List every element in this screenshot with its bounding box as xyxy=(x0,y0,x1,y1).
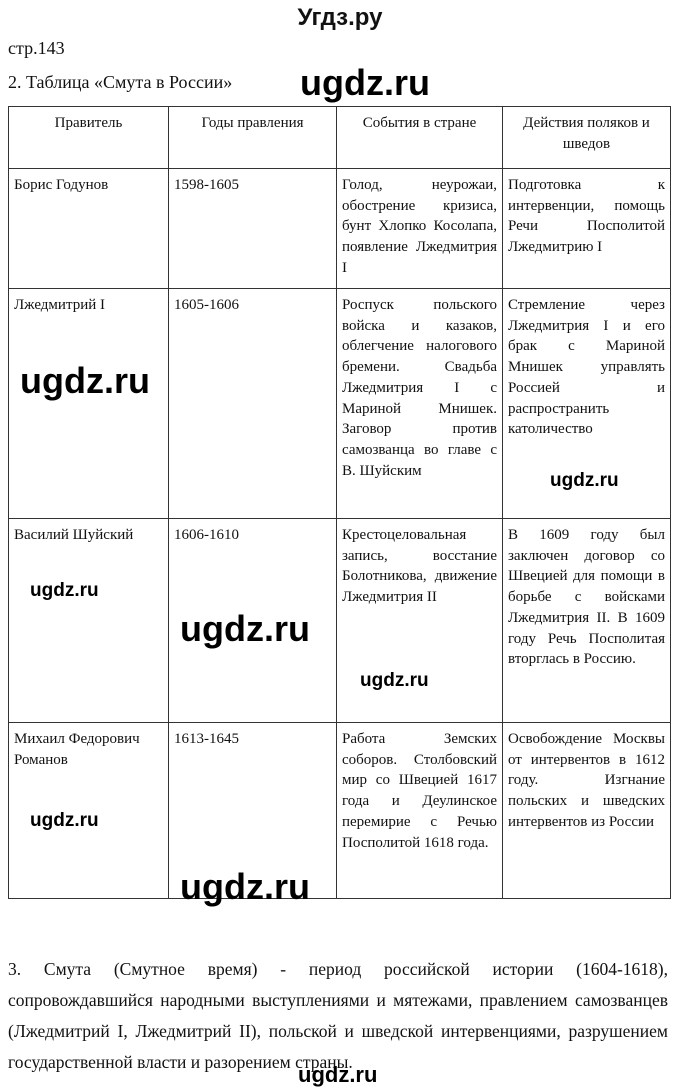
header-years: Годы правления xyxy=(169,107,337,169)
watermark: ugdz.ru xyxy=(30,810,99,831)
watermark: ugdz.ru xyxy=(550,470,619,491)
cell-years: 1605-1606 xyxy=(169,289,337,519)
watermark: ugdz.ru xyxy=(360,670,429,691)
task-heading: 2. Таблица «Смута в России» xyxy=(8,72,233,92)
cell-years: 1606-1610 xyxy=(169,519,337,723)
cell-years: 1613-1645 xyxy=(169,723,337,899)
site-title: Угдз.ру xyxy=(297,4,383,31)
cell-actions: Стремление через Лжедмитрия I и его брак с Мариной Мнишек управлять Россией и распространить католичество xyxy=(503,289,671,519)
header-events: События в стране xyxy=(337,107,503,169)
cell-events: Работа Земских соборов. Столбовский мир со Швецией 1617 года и Деулинское перемирие с Речью Посполитой 1618 года. xyxy=(337,723,503,899)
watermark: ugdz.ru xyxy=(30,580,99,601)
watermark: ugdz.ru xyxy=(180,608,310,649)
cell-ruler: Борис Годунов xyxy=(9,169,169,289)
table-row xyxy=(9,169,671,289)
watermark: ugdz.ru xyxy=(20,360,150,401)
cell-ruler: Михаил Федорович Романов xyxy=(9,723,169,899)
header-ruler: Правитель xyxy=(9,107,169,169)
table-header-row xyxy=(9,107,671,169)
cell-events: Голод, неурожаи, обострение кризиса, бунт Хлопко Косолапа, появление Лжедмитрия I xyxy=(337,169,503,289)
smuta-table xyxy=(8,106,671,899)
footer-watermark: ugdz.ru xyxy=(298,1062,378,1087)
cell-years: 1598-1605 xyxy=(169,169,337,289)
header-actions: Действия поляков и шведов xyxy=(503,107,671,169)
cell-events: Крестоцеловальная запись, восстание Болотникова, движение Лжедмитрия II xyxy=(337,519,503,723)
watermark: ugdz.ru xyxy=(300,62,430,103)
cell-actions: Освобождение Москвы от интервентов в 1612 году. Изгнание польских и шведских интервентов из России xyxy=(503,723,671,899)
cell-ruler: Лжедмитрий I xyxy=(9,289,169,519)
cell-events: Роспуск польского войска и казаков, облегчение налогового бремени. Свадьба Лжедмитрия I с Мариной Мнишек. Заговор против самозванца во главе с В. Шуйским xyxy=(337,289,503,519)
table-row xyxy=(9,723,671,899)
cell-ruler: Василий Шуйский xyxy=(9,519,169,723)
answer-paragraph: 3. Смута (Смутное время) - период российской истории (1604-1618), сопровождавшийся народными выступлениями и мятежами, правлением самозванцев (Лжедмитрий I, Лжедмитрий II), польской и шведской интервенциями, разрушением государственной власти и разорением страны. xyxy=(8,959,668,1072)
table-row xyxy=(9,519,671,723)
watermark: ugdz.ru xyxy=(180,866,310,907)
cell-actions: Подготовка к интервенции, помощь Речи Посполитой Лжедмитрию I xyxy=(503,169,671,289)
page-number: стр.143 xyxy=(8,38,65,58)
cell-actions: В 1609 году был заключен договор со Швецией для помощи в борьбе с войсками Лжедмитрия II. В 1609 году Речь Посполитая вторглась в Россию. xyxy=(503,519,671,723)
